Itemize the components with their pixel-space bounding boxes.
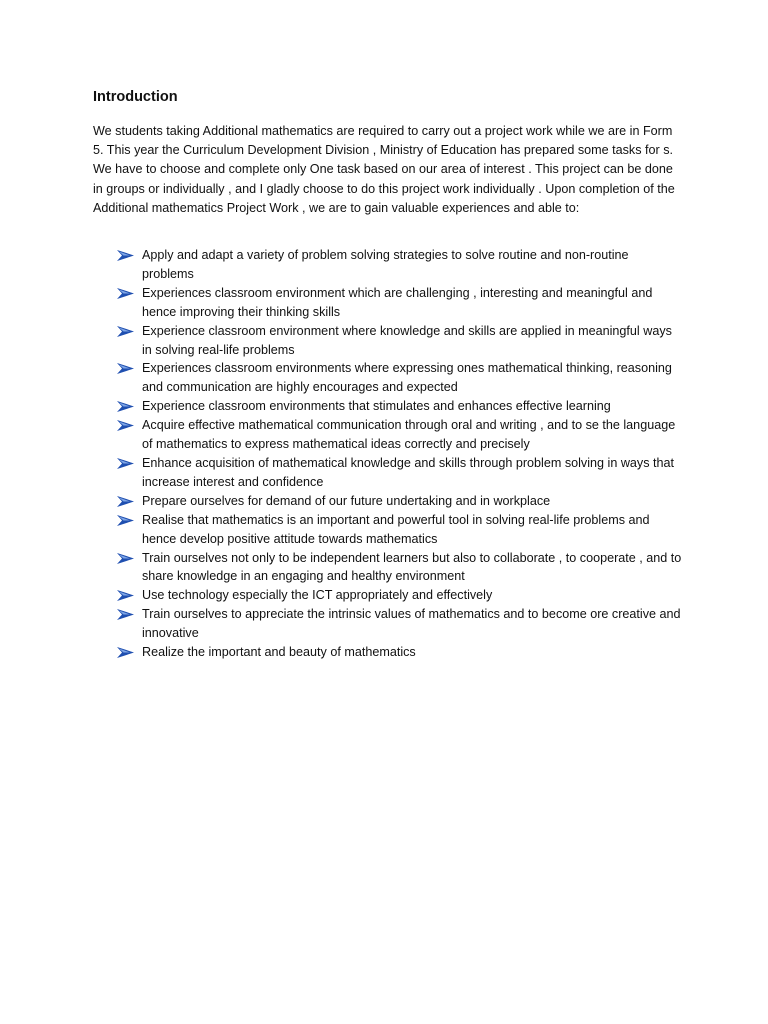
list-item	[117, 397, 682, 416]
arrow-bullet-icon	[117, 420, 134, 431]
list-item-text: Experiences classroom environment which are challenging , interesting and meaningful and hence improving their thinking skills	[142, 285, 653, 319]
list-item-text: Experiences classroom environments where expressing ones mathematical thinking, reasoning and communication are highly encourages and expected	[142, 361, 672, 395]
arrow-bullet-icon	[117, 458, 134, 469]
list-item-text: Experience classroom environments that stimulates and enhances effective learning	[142, 399, 611, 414]
list-item	[117, 492, 682, 511]
list-item	[117, 359, 682, 397]
section-heading: Introduction	[93, 89, 178, 105]
list-item	[117, 284, 682, 322]
list-item	[117, 511, 682, 549]
list-item-text: Realize the important and beauty of mathematics	[142, 645, 416, 660]
list-item-text: Train ourselves not only to be independent learners but also to collaborate , to cooperate , and to share knowledge in an engaging and healthy environment	[142, 550, 682, 584]
arrow-bullet-icon	[117, 590, 134, 601]
list-item	[117, 643, 682, 662]
arrow-bullet-icon	[117, 250, 134, 261]
intro-paragraph: We students taking Additional mathematics are required to carry out a project work while we are in Form 5. This year the Curriculum Development Division , Ministry of Education has prepared some tasks for s. We have to choose and complete only One task based on our area of interest . This project can be done in groups or individually , and I gladly choose to do this project work individually . Upon completion of the Additional mathematics Project Work , we are to gain valuable experiences and able to:	[93, 124, 675, 215]
list-item	[117, 322, 682, 360]
list-item-text: Experience classroom environment where knowledge and skills are applied in meaningful ways in solving real-life problems	[142, 323, 672, 357]
list-item	[117, 416, 682, 454]
arrow-bullet-icon	[117, 363, 134, 374]
list-item-text: Prepare ourselves for demand of our future undertaking and in workplace	[142, 493, 551, 508]
list-item	[117, 586, 682, 605]
list-item	[117, 246, 682, 284]
arrow-bullet-icon	[117, 401, 134, 412]
list-item-text: Realise that mathematics is an important and powerful tool in solving real-life problems and hence develop positive attitude towards mathematics	[142, 512, 650, 546]
arrow-bullet-icon	[117, 326, 134, 337]
arrow-bullet-icon	[117, 515, 134, 526]
arrow-bullet-icon	[117, 553, 134, 564]
list-item-text: Use technology especially the ICT appropriately and effectively	[142, 588, 493, 603]
list-item-text: Enhance acquisition of mathematical knowledge and skills through problem solving in ways that increase interest and confidence	[142, 455, 675, 489]
list-item-text: Apply and adapt a variety of problem solving strategies to solve routine and non-routine problems	[142, 248, 629, 281]
arrow-bullet-icon	[117, 609, 134, 620]
list-item-text: Acquire effective mathematical communication through oral and writing , and to se the language of mathematics to express mathematical ideas correctly and precisely	[142, 418, 676, 452]
arrow-bullet-icon	[117, 496, 134, 507]
list-item	[117, 454, 682, 492]
list-item	[117, 605, 682, 643]
arrow-bullet-icon	[117, 647, 134, 658]
list-item-text: Train ourselves to appreciate the intrinsic values of mathematics and to become ore creative and innovative	[142, 607, 681, 641]
list-item	[117, 549, 682, 587]
arrow-bullet-icon	[117, 288, 134, 299]
objectives-list	[117, 246, 682, 662]
